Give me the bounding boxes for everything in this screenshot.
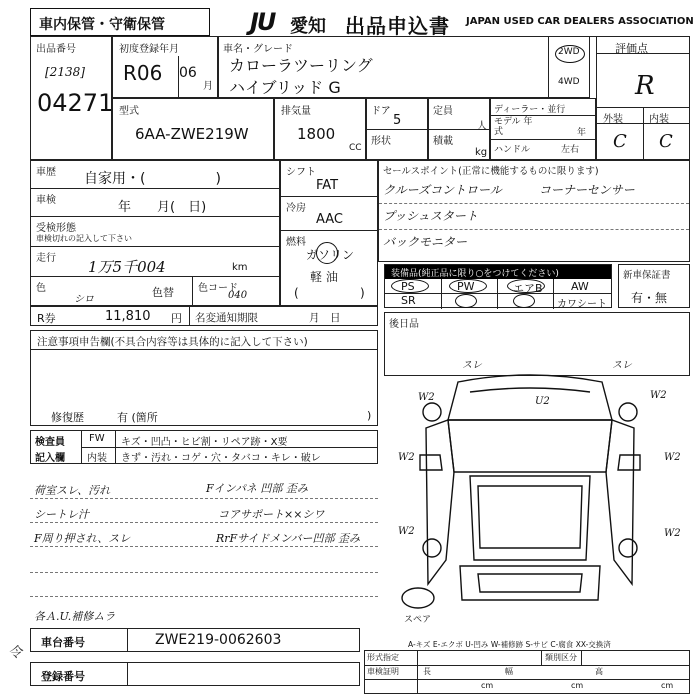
handle-unit: 左右 <box>561 145 580 155</box>
cert-length-unit: cm <box>481 681 494 690</box>
mark-w2-left-mirror: W2 <box>398 452 415 463</box>
mileage-unit: km <box>232 262 248 273</box>
dealer-label: ディーラー・並行 <box>494 105 566 115</box>
rear-items-label: 後日品 <box>389 319 419 330</box>
dealer-box <box>490 98 596 160</box>
grade-exterior: C <box>613 131 627 152</box>
note-1: 荷室スレ、汚れ <box>34 484 111 497</box>
equip-leather: カワシート <box>557 299 607 310</box>
grade-label: 評価点 <box>615 42 648 55</box>
cert-width-label: 幅 <box>505 667 513 676</box>
selling-point-1: クルーズコントロール <box>383 183 502 197</box>
registration-box <box>112 36 218 98</box>
transfer-label: 受検形態 <box>36 223 76 234</box>
selling-point-4: バックモニター <box>383 235 468 249</box>
history-value: 自家用・( ) <box>84 171 221 187</box>
inspection-value: 年 月( 日) <box>118 200 207 215</box>
mark-w2-left-rear: W2 <box>398 526 415 537</box>
cert-type-label: 形式指定 <box>367 653 399 662</box>
cert-label: 車検証明 <box>367 667 399 676</box>
fw-items: キズ・凹凸・ヒビ割・リペア跡・X要 <box>121 437 288 448</box>
handwritten-area <box>30 468 378 628</box>
displacement-value: 1800 <box>297 125 336 143</box>
repair-label: 修復歴 <box>51 411 84 424</box>
selling-point-2: コーナーセンサー <box>539 183 635 197</box>
logo-region: 愛知 <box>290 16 326 37</box>
drive-4wd: 4WD <box>558 77 580 87</box>
fuel-alt: 軽 油 <box>310 270 338 284</box>
year-unit: 年 <box>577 128 587 138</box>
diagram-legend: A-キズ E-エクボ U-凹み W-補修跡 S-サビ C-腐食 XX-交換済 <box>408 640 611 649</box>
mileage-label: 走行 <box>36 253 56 264</box>
note-4: コアサポート××シワ <box>218 508 325 521</box>
equip-pw: PW <box>457 280 475 293</box>
model-label: 型式 <box>119 106 139 117</box>
registration-month-unit: 月 <box>203 81 213 92</box>
doors-label: ドア <box>371 106 391 117</box>
note-5: F周り押され、スレ <box>34 532 131 545</box>
registration-label: 初度登録年月 <box>119 44 179 55</box>
handle-label: ハンドル <box>494 145 531 155</box>
warranty-label: 新車保証書 <box>623 270 671 281</box>
shift-value: FAT <box>316 178 339 193</box>
recycle-amount: 11,810 <box>105 309 151 324</box>
ac-value: AAC <box>316 212 343 227</box>
capacity-box <box>428 98 490 160</box>
mark-scuff-front-right: スレ <box>612 360 632 371</box>
stamp-char: 令 <box>8 645 22 661</box>
mileage-value: 1万5千004 <box>88 258 166 276</box>
equip-ps: PS <box>401 280 415 293</box>
color-code-label: 色コード <box>198 283 238 294</box>
mark-w2-right-mirror: W2 <box>664 452 681 463</box>
notes-box <box>30 330 378 426</box>
model-value: 6AA-ZWE219W <box>135 125 249 143</box>
load-label: 積載 <box>433 136 453 147</box>
equip-aw: AW <box>571 280 589 293</box>
mark-w2-right-rear: W2 <box>664 528 681 539</box>
selling-point-3: プッシュスタート <box>383 209 478 223</box>
repair-value: 有 (箇所 <box>117 411 158 424</box>
notes-label: 注意事項申告欄(不具合内容等は具体的に記入して下さい) <box>37 336 308 348</box>
equipment-label: 装備品(純正品に限り○をつけてください) <box>391 269 559 279</box>
cert-width-unit: cm <box>571 681 584 690</box>
rear-items-box <box>384 312 690 376</box>
grade-interior: C <box>659 131 673 152</box>
car-name-line1: カローラツーリング <box>229 56 373 75</box>
registration-year: R06 <box>123 61 163 85</box>
model-box <box>112 98 274 160</box>
interior-insp-items: きず・汚れ・コゲ・穴・タバコ・キレ・破レ <box>121 453 321 464</box>
grade-score: R <box>635 71 655 101</box>
displacement-box <box>274 98 366 160</box>
warranty-value: 有・無 <box>631 291 668 305</box>
lot-sub-number: [2138] <box>45 65 85 79</box>
registration-month: 06 <box>179 65 197 81</box>
drive-2wd: 2WD <box>558 47 580 57</box>
storage-badge <box>30 8 210 36</box>
cert-category-label: 類別区分 <box>545 653 577 662</box>
displacement-label: 排気量 <box>281 106 311 117</box>
grade-box <box>596 36 690 160</box>
equip-airbag: エアB <box>513 282 543 295</box>
warranty-box <box>618 264 690 308</box>
mark-w2-front-left: W2 <box>418 392 435 403</box>
color-change-label: 色替 <box>152 286 174 299</box>
selling-points-box <box>378 160 690 262</box>
inspector-label-1: 検査員 <box>35 437 65 448</box>
grade-exterior-label: 外装 <box>603 114 623 125</box>
storage-badge-text: 車内保管・守衛保管 <box>39 17 165 33</box>
spare-label: スペア <box>404 615 432 625</box>
chassis-box <box>30 628 360 652</box>
capacity-label: 定員 <box>433 106 453 117</box>
model-year-label: モデル 年式 <box>494 117 533 137</box>
repair-end: ) <box>367 409 372 422</box>
cert-height-unit: cm <box>661 681 674 690</box>
lot-box <box>30 36 112 160</box>
lot-label: 出品番号 <box>36 44 76 55</box>
color-value: シロ <box>74 294 94 305</box>
transfer-note: 車検切れの記入して下さい <box>36 234 132 243</box>
shift-label: シフト <box>286 167 316 178</box>
chassis-label: 車台番号 <box>41 636 85 649</box>
doors-box <box>366 98 428 160</box>
equip-sr: SR <box>401 294 416 307</box>
color-code-value: 040 <box>228 290 248 301</box>
fuel-label: 燃料 <box>286 237 306 248</box>
drive-box <box>548 36 590 98</box>
inspector-label-2: 記入欄 <box>35 453 65 464</box>
lot-number: 04271 <box>37 89 114 117</box>
cert-height-label: 高 <box>595 667 603 676</box>
displacement-unit: CC <box>349 143 362 153</box>
auction-sheet: 車内保管・守衛保管 JU 愛知 出品申込書 JAPAN USED CAR DEALERS ASSOCIATION 出品番号 [2138] 04271 初度登録年月 R06 06 月 車名・グレード カローラツーリング ハイブリッド G 2WD 4WD 評価点 R 外装 内装 C C 型式 6AA-ZWE219W 排気量 1800 CC ドア 5 形状 定員 人 積載 kg ディーラー・並行 モデル 年式 年 ハンドル 左右 車歴 自家用・( ) 車検 年 月( 日) 受検形態 車検切れの記入して下さい 走行 1万5千004 km 色 シロ 色替 色コード 040 シフト FAT 冷房 AAC 燃料 ガソリン 軽 油 ( ) セールスポイント(正常に機能するものに限ります) クルーズコントロール コーナーセンサー プッシュスタート バックモニター 装備品(純正品に限り○をつけてください) PS PW エアB AW SR カワシート 新車保証書 有・無 R券 11,810 円 名変通知期限 月 日 後日品 注意事項申告欄(不具合内容等は具体的に記入して下さい) 修復歴 有 (箇所 ) 検査員 記入欄 FW キズ・凹凸・ヒビ割・リペア跡・X要 内装 きず・汚れ・コゲ・穴・タバコ・キレ・破レ 荷室スレ、汚れ Fインパネ 凹部 歪み シートレ汁 コアサポート××シワ F周り押され、スレ RrFサイドメンバー凹部 歪み 各Ａ.U.補修ムラ W2 U2 W2 W2 W2 W2 W2 スレ スレ スペア A-キズ E-エクボ U-凹み W-補修跡 S-サビ C-腐食 XX-交換済 車台番号 ZWE219-0062603 登録番号 形式指定 類別区分 車検証明 長 cm 幅 cm 高 cm 令 <box>0 0 700 700</box>
association-name: JAPAN USED CAR DEALERS ASSOCIATION <box>466 16 694 27</box>
load-unit: kg <box>475 147 488 158</box>
interior-insp-label: 内装 <box>87 453 107 464</box>
car-name-label: 車名・グレード <box>223 44 293 55</box>
name-change-label: 名変通知期限 <box>195 312 258 324</box>
plate-box <box>30 662 360 686</box>
recycle-unit: 円 <box>171 312 182 325</box>
ju-logo: JU <box>250 8 275 36</box>
fuel-options: ガソリン <box>306 248 355 262</box>
note-6: RrFサイドメンバー凹部 歪み <box>216 532 361 545</box>
car-name-box <box>218 36 590 98</box>
history-label: 車歴 <box>36 167 56 178</box>
recycle-box <box>30 306 378 326</box>
certificate-box <box>364 650 690 694</box>
selling-points-label: セールスポイント(正常に機能するものに限ります) <box>383 166 599 177</box>
car-name-line2: ハイブリッド G <box>229 78 341 97</box>
chassis-number: ZWE219-0062603 <box>155 632 282 648</box>
shape-label: 形状 <box>371 136 391 147</box>
grade-interior-label: 内装 <box>649 114 669 125</box>
name-change-unit: 月 日 <box>309 312 341 324</box>
fw-label: FW <box>89 433 105 444</box>
note-3: シートレ汁 <box>34 508 89 521</box>
cert-length-label: 長 <box>423 667 431 676</box>
mark-scuff-front-left: スレ <box>462 360 482 371</box>
doors-value: 5 <box>393 113 402 128</box>
capacity-unit: 人 <box>477 121 487 132</box>
mark-u2-hood: U2 <box>535 396 550 407</box>
note-2: Fインパネ 凹部 歪み <box>206 482 308 495</box>
form-title: 出品申込書 <box>345 14 450 38</box>
equipment-box <box>384 264 612 308</box>
inspection-label: 車検 <box>36 195 56 206</box>
color-label: 色 <box>36 283 46 294</box>
note-7: 各Ａ.U.補修ムラ <box>34 610 116 623</box>
mark-w2-front-right: W2 <box>650 390 667 401</box>
recycle-label: R券 <box>37 312 56 325</box>
ac-label: 冷房 <box>286 203 306 214</box>
plate-label: 登録番号 <box>41 670 85 683</box>
inspector-box <box>30 430 378 464</box>
